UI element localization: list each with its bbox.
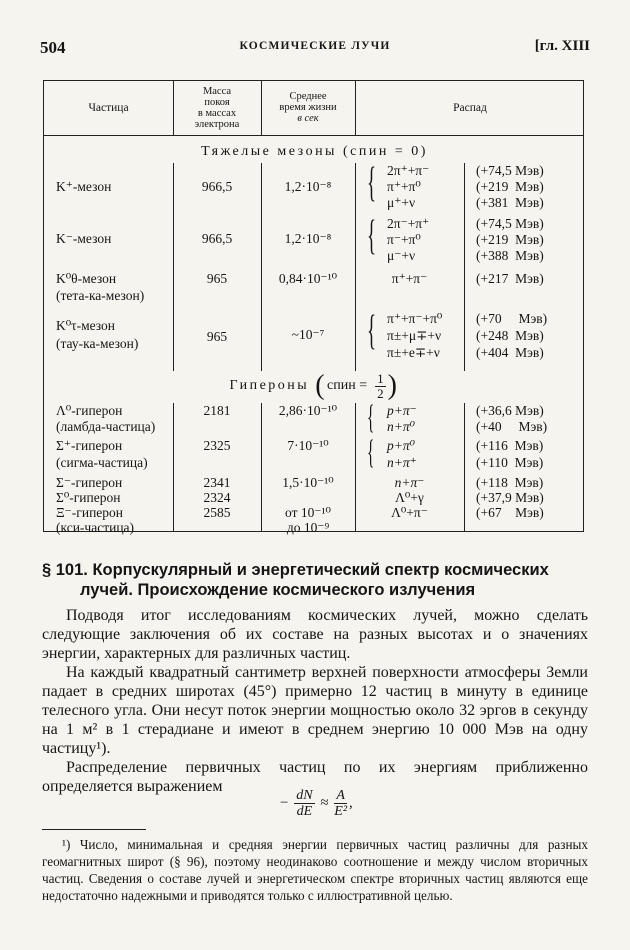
formula-den: dE	[296, 804, 313, 819]
decay-energy: (+404 Мэв)	[476, 345, 544, 360]
page-number: 504	[40, 38, 66, 57]
col-header-life-line: в сек	[297, 113, 319, 124]
decay-energy: (+381 Мэв)	[476, 195, 544, 210]
col-header-mass-line: покоя	[204, 97, 230, 108]
brace-glyph: {	[367, 434, 375, 471]
mass-value: 2181	[203, 403, 231, 418]
decay-energy: (+248 Мэв)	[476, 328, 544, 343]
mass-value: 2585	[203, 505, 231, 520]
col-header-mass-line: в массах	[197, 108, 237, 119]
footnote: ¹) Число, минимальная и средняя энергии первичных частиц различны для разных геомагнитных широт (§ 96), поэтому неодинаково соотношение и между числом вторичных частиц. Сведения о составе лучей и энергетическом спектре вторичных частиц являются еще недостаточно надежными и приводятся только с иллюстративной целью.	[42, 837, 588, 903]
lifetime-value: 2,86·10⁻¹⁰	[278, 403, 338, 418]
particle-name: Σ⁰-гиперон	[56, 490, 121, 505]
section-hyperons-label: Гипероны	[229, 378, 310, 394]
decay-channel: π±+μ∓+ν	[387, 328, 442, 343]
decay-channel: Λ⁰+π⁻	[391, 505, 428, 520]
brace-glyph: {	[367, 399, 375, 436]
paren-glyph: )	[387, 370, 400, 401]
decay-energy: (+36,6 Мэв)	[476, 403, 544, 418]
particle-alias: (кси-частица)	[56, 520, 135, 535]
lifetime-value: ~10⁻⁷	[291, 327, 325, 342]
mass-value: 965	[206, 271, 228, 286]
paragraph: Распределение первичных частиц по их энергиям приближенно определяется выражением	[42, 759, 588, 795]
decay-channel: 2π⁻+π⁺	[387, 216, 430, 231]
brace-glyph: {	[367, 160, 377, 206]
decay-energy: (+37,9 Мэв)	[476, 490, 544, 505]
decay-channel: Λ⁰+γ	[395, 490, 424, 505]
formula-derivative	[294, 788, 314, 819]
lifetime-value: до 10⁻⁹	[286, 520, 330, 535]
decay-energy: (+219 Мэв)	[476, 232, 544, 247]
decay-energy: (+74,5 Мэв)	[476, 163, 544, 178]
section-heading	[42, 560, 592, 600]
decay-channel: π⁺+π⁻+π⁰	[387, 311, 443, 326]
particle-name: Σ⁺-гиперон	[56, 438, 123, 453]
decay-energy: (+217 Мэв)	[476, 271, 544, 286]
section-heading-line: лучей. Происхождение космического излучения	[80, 581, 476, 599]
decay-channel: n+π⁻	[394, 475, 425, 490]
col-header-life-line: Среднее	[289, 91, 327, 102]
particle-name: K⁰θ-мезон	[56, 271, 117, 286]
decay-energy: (+219 Мэв)	[476, 179, 544, 194]
lifetime-value: 7·10⁻¹⁰	[287, 438, 329, 453]
decay-energy: (+40 Мэв)	[476, 419, 548, 434]
particle-name: Λ⁰-гиперон	[56, 403, 123, 418]
particle-name: K⁺-мезон	[56, 179, 112, 194]
particle-name: K⁰τ-мезон	[56, 318, 116, 333]
decay-channel: π⁺+π⁻	[391, 271, 428, 286]
particles-table	[43, 80, 584, 535]
lifetime-value: 1,2·10⁻⁸	[284, 179, 332, 194]
mass-value: 2341	[203, 475, 231, 490]
mass-value: 965	[206, 329, 228, 344]
formula-minus: −	[280, 794, 289, 811]
col-header-particle: Частица	[88, 102, 129, 114]
particle-alias: (тета-ка-мезон)	[56, 288, 145, 303]
decay-channel: μ⁻+ν	[387, 248, 416, 263]
decay-channel: n+π⁰	[387, 419, 416, 434]
decay-energy: (+118 Мэв)	[476, 475, 544, 490]
decay-energy: (+110 Мэв)	[476, 455, 544, 470]
decay-channel: p+π⁻	[387, 403, 417, 418]
decay-channel: π⁺+π⁰	[387, 179, 421, 194]
col-header-lifetime	[261, 91, 355, 124]
formula-num: dN	[296, 788, 313, 803]
col-rule	[464, 163, 465, 371]
particle-alias: (сигма-частица)	[56, 455, 148, 470]
decay-energy: (+388 Мэв)	[476, 248, 544, 263]
col-rule	[464, 403, 465, 532]
decay-channel: 2π⁺+π⁻	[387, 163, 430, 178]
lifetime-value: 0,84·10⁻¹⁰	[278, 271, 338, 286]
spin-fraction-numerator: 1	[377, 370, 384, 386]
spin-fraction-denominator: 2	[377, 385, 384, 401]
decay-energy: (+70 Мэв)	[476, 311, 548, 326]
section-hyperons	[44, 371, 585, 401]
running-title: КОСМИЧЕСКИЕ ЛУЧИ	[239, 40, 391, 52]
col-header-mass-line: электрона	[194, 119, 240, 130]
col-header-mass-line: Масса	[202, 86, 232, 97]
formula-den: E²	[334, 804, 348, 819]
decay-channel: μ⁺+ν	[387, 195, 416, 210]
mass-value: 966,5	[201, 179, 233, 194]
particle-alias: (ламбда-частица)	[56, 419, 156, 434]
brace-glyph: {	[367, 213, 377, 259]
mass-value: 2324	[203, 490, 231, 505]
particle-name: K⁻-мезон	[56, 231, 112, 246]
decay-energy: (+74,5 Мэв)	[476, 216, 544, 231]
decay-energy: (+116 Мэв)	[476, 438, 544, 453]
decay-channel: π±+e∓+ν	[387, 345, 440, 360]
paragraph: Подводя итог исследованиям космических лучей, можно сделать следующие заключения об их составе на разных высотах и о значениях энергии, характерных для различных частиц.	[42, 607, 588, 662]
decay-channel: π⁻+π⁰	[387, 232, 421, 247]
lifetime-value: 1,2·10⁻⁸	[284, 231, 332, 246]
decay-channel: n+π⁺	[387, 455, 417, 470]
particle-name: Ξ⁻-гиперон	[56, 505, 124, 520]
formula-rhs	[334, 788, 347, 819]
col-header-mass	[173, 86, 261, 130]
paren-glyph: (	[315, 370, 328, 401]
mass-value: 2325	[203, 438, 231, 453]
running-header	[40, 36, 590, 62]
particle-alias: (тау-ка-мезон)	[56, 336, 139, 351]
spin-fraction	[375, 372, 386, 401]
header-rule	[44, 135, 583, 136]
lifetime-value: от 10⁻¹⁰	[285, 505, 331, 520]
col-header-decay: Распад	[453, 102, 487, 114]
spin-label: спин =	[327, 378, 368, 394]
decay-channel: p+π⁰	[387, 438, 416, 453]
decay-energy: (+67 Мэв)	[476, 505, 544, 520]
col-rule	[355, 163, 356, 371]
chapter-label: [гл. XIII	[534, 38, 590, 54]
formula-approx: ≈	[320, 794, 329, 811]
brace-glyph: {	[367, 308, 377, 354]
formula-num: A	[334, 788, 347, 804]
particle-name: Σ⁻-гиперон	[56, 475, 123, 490]
formula-comma: ,	[349, 794, 353, 811]
lifetime-value: 1,5·10⁻¹⁰	[282, 475, 334, 490]
mass-value: 966,5	[201, 231, 233, 246]
section-heading-line: § 101. Корпускулярный и энергетический спектр космических	[42, 561, 549, 579]
footnote-rule	[42, 829, 146, 830]
paragraph: На каждый квадратный сантиметр верхней поверхности атмосферы Земли падает в средних широтах (45°) примерно 12 частиц в минуту в единице телесного угла. Они несут поток энергии мощностью около 32 эргов в секунду на 1 м² в 1 стерадиане и имеют в среднем энергию 10 000 Мэв на одну частицу¹).	[42, 664, 588, 757]
section-heavy-mesons: Тяжелые мезоны (спин = 0)	[201, 144, 428, 159]
formula	[280, 788, 353, 819]
col-header-life-line: время жизни	[279, 102, 337, 113]
